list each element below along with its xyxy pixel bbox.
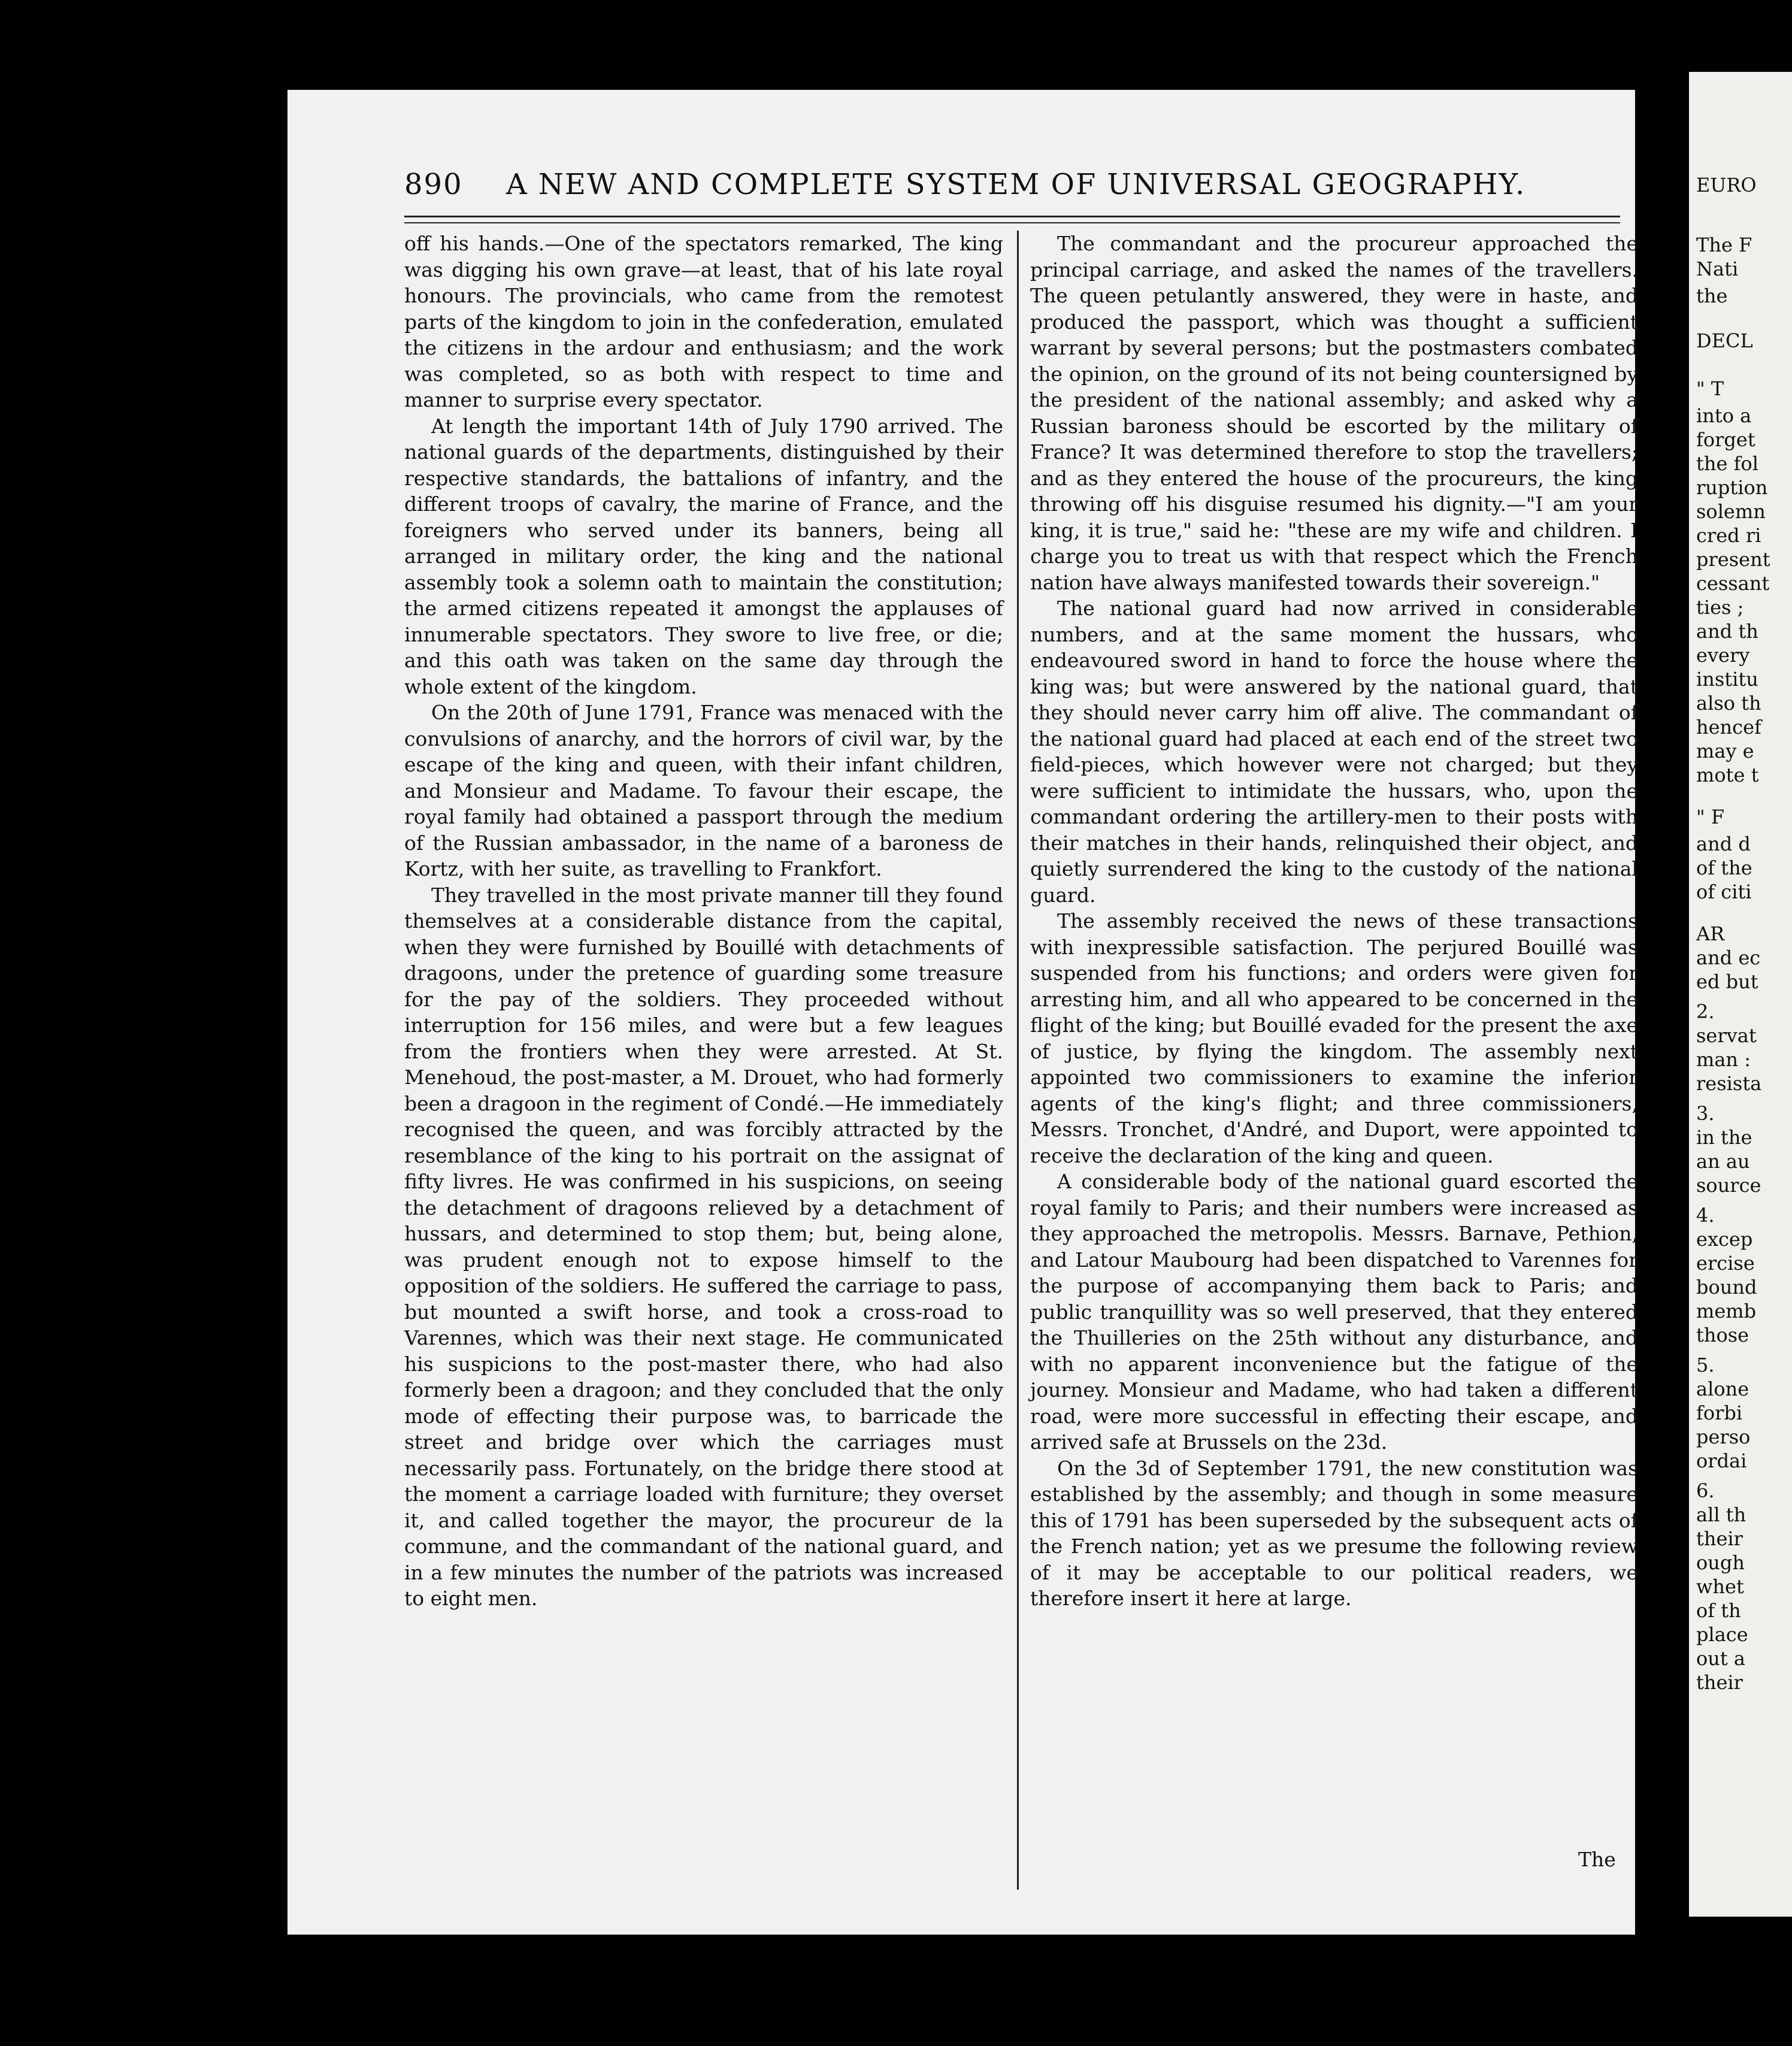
- next-page-line: memb: [1696, 1300, 1757, 1322]
- next-page-line: ties ;: [1696, 596, 1744, 619]
- page-number: 890: [404, 168, 463, 201]
- next-page-line: place: [1696, 1623, 1748, 1646]
- next-page-line: cessant: [1696, 572, 1770, 595]
- next-page-line: ordai: [1696, 1449, 1747, 1472]
- next-page-line: 2.: [1696, 1000, 1715, 1023]
- next-page-line: AR: [1696, 922, 1725, 945]
- next-page-line: EURO: [1696, 174, 1757, 196]
- next-page-line: all th: [1696, 1503, 1746, 1526]
- next-page-line: may e: [1696, 740, 1754, 762]
- next-page-line: their: [1696, 1671, 1743, 1694]
- next-page-line: forbi: [1696, 1402, 1743, 1424]
- next-page-line: cred ri: [1696, 524, 1761, 547]
- next-page-line: 3.: [1696, 1102, 1715, 1125]
- next-page-line: 4.: [1696, 1204, 1715, 1227]
- next-page-line: and d: [1696, 833, 1751, 855]
- next-page-line: resista: [1696, 1072, 1762, 1095]
- next-page-line: solemn: [1696, 500, 1766, 523]
- next-page-fragment: [1689, 72, 1792, 1917]
- next-page-line: perso: [1696, 1425, 1751, 1448]
- next-page-line: " T: [1696, 377, 1724, 400]
- next-page-line: into a: [1696, 404, 1752, 427]
- next-page-line: 5.: [1696, 1354, 1715, 1376]
- next-page-line: ercise: [1696, 1252, 1755, 1275]
- next-page-line: also th: [1696, 692, 1761, 715]
- next-page-line: an au: [1696, 1150, 1750, 1173]
- next-page-line: present: [1696, 548, 1770, 571]
- next-page-line: the fol: [1696, 452, 1758, 475]
- right-column: [1030, 231, 1638, 1612]
- left-column: [404, 231, 1003, 1612]
- next-page-line: Nati: [1696, 258, 1739, 280]
- next-page-line: servat: [1696, 1024, 1757, 1047]
- paragraph: The national guard had now arrived in considerable numbers, and at the same moment the hussars, who endeavoured sword in hand to force the house where the king was; but were answered by the national guard, that they should never carry him off alive. The commandant of the national guard had placed at each end of the street two field-pieces, which however were not charged; but they were sufficient to intimidate the hussars, who, upon the commandant ordering the artillery-men to their posts with their matches in their hands, relinquished their object, and quietly surrendered the king to the custody of the national guard.: [1030, 597, 1638, 907]
- next-page-line: ed but: [1696, 970, 1758, 993]
- paragraph: A considerable body of the national guard escorted the royal family to Paris; and their numbers were increased as they approached the metropolis. Messrs. Barnave, Pethion, and Latour Maubourg had been dispatched to Varennes for the purpose of accompanying them back to Paris; and public tranquillity was so well preserved, that they entered the Thuilleries on the 25th without any disturbance, and with no apparent inconvenience but the fatigue of the journey. Monsieur and Madame, who had taken a different road, were more successful in effecting their escape, and arrived safe at Brussels on the 23d.: [1030, 1170, 1638, 1454]
- next-page-line: their: [1696, 1527, 1743, 1550]
- next-page-line: institu: [1696, 668, 1758, 691]
- next-page-line: hencef: [1696, 716, 1761, 739]
- next-page-line: every: [1696, 644, 1750, 667]
- next-page-line: bound: [1696, 1276, 1757, 1299]
- next-page-line: forget: [1696, 428, 1755, 451]
- catchword: The: [1578, 1848, 1616, 1871]
- next-page-line: whet: [1696, 1575, 1744, 1598]
- next-page-line: DECL: [1696, 329, 1753, 352]
- next-page-line: excep: [1696, 1228, 1753, 1251]
- paragraph: They travelled in the most private manner till they found themselves at a considerable distance from the capital, when they were furnished by Bouillé with detachments of dragoons, under the pretence of guarding some treasure for the pay of the soldiers. They proceeded without interruption for 156 miles, and were but a few leagues from the frontiers when they were arrested. At St. Menehoud, the post-master, a M. Drouet, who had formerly been a dragoon in the regiment of Condé.—He immediately recognised the queen, and was forcibly attracted by the resemblance of the king to his portrait on the assignat of fifty livres. He was confirmed in his suspicions, on seeing the detachment of dragoons relieved by a detachment of hussars, and determined to stop them; but, being alone, was prudent enough not to expose himself to the opposition of the soldiers. He suffered the carriage to pass, but mounted a swift horse, and took a cross-road to Varennes, which was their next stage. He communicated his suspicions to the post-master there, who had also formerly been a dragoon; and they concluded that the only mode of effecting their purpose was, to barricade the street and bridge over which the carriages must necessarily pass. Fortunately, on the bridge there stood at the moment a carriage loaded with furniture; they overset it, and called together the mayor, the procureur de la commune, and the commandant of the national guard, and in a few minutes the number of the patriots was increased to eight men.: [404, 883, 1003, 1610]
- next-page-line: and th: [1696, 620, 1758, 643]
- next-page-line: The F: [1696, 234, 1752, 256]
- next-page-line: of the: [1696, 856, 1752, 879]
- paragraph: On the 20th of June 1791, France was menaced with the convulsions of anarchy, and the horrors of civil war, by the escape of the king and queen, with their infant children, and Monsieur and Madame. To favour their escape, the royal family had obtained a passport through the medium of the Russian ambassador, in the name of a baroness de Kortz, with her suite, as travelling to Frankfort.: [404, 701, 1003, 880]
- next-page-line: and ec: [1696, 946, 1761, 969]
- paragraph: At length the important 14th of July 1790 arrived. The national guards of the departments, distinguished by their respective standards, the battalions of infantry, and the different troops of cavalry, the marine of France, and the foreigners who served under its banners, being all arranged in military order, the king and the national assembly took a solemn oath to maintain the constitution; the armed citizens repeated it amongst the applauses of innumerable spectators. They swore to live free, or die; and this oath was taken on the same day through the whole extent of the kingdom.: [404, 414, 1003, 698]
- paragraph: The assembly received the news of these transactions with inexpressible satisfaction. The perjured Bouillé was suspended from his functions; and orders were given for arresting him, and all who appeared to be concerned in the flight of the king; but Bouillé evaded for the present the axe of justice, by flying the kingdom. The assembly next appointed two commissioners to examine the inferior agents of the king's flight; and three commissioners, Messrs. Tronchet, d'André, and Duport, were appointed to receive the declaration of the king and queen.: [1030, 909, 1638, 1167]
- next-page-line: ruption: [1696, 476, 1768, 499]
- running-header: [404, 168, 1626, 210]
- paragraph: The commandant and the procureur approached the principal carriage, and asked the names of the travellers. The queen petulantly answered, they were in haste, and produced the passport, which was thought a sufficient warrant by several persons; but the postmasters combated the opinion, on the ground of its not being countersigned by the president of the national assembly; and asked why a Russian baroness should be escorted by the military of France? It was determined therefore to stop the travellers; and as they entered the house of the procureurs, the king throwing off his disguise resumed his dignity.—"I am your king, it is true," said he: "these are my wife and children. I charge you to treat us with that respect which the French nation have always manifested towards their sovereign.": [1030, 232, 1638, 594]
- next-page-line: of citi: [1696, 880, 1752, 903]
- header-rule: [404, 216, 1620, 223]
- next-page-line: mote t: [1696, 764, 1759, 786]
- running-title: A NEW AND COMPLETE SYSTEM OF UNIVERSAL GEOGRAPHY.: [506, 168, 1526, 201]
- next-page-line: those: [1696, 1324, 1749, 1346]
- next-page-line: in the: [1696, 1126, 1752, 1149]
- column-divider: [1017, 231, 1019, 1890]
- next-page-line: the: [1696, 284, 1728, 307]
- next-page-line: source: [1696, 1174, 1761, 1197]
- next-page-line: out a: [1696, 1647, 1745, 1670]
- next-page-line: 6.: [1696, 1479, 1715, 1502]
- next-page-line: man :: [1696, 1048, 1751, 1071]
- book-page: [287, 90, 1638, 1935]
- paragraph: off his hands.—One of the spectators remarked, The king was digging his own grave—at least, that of his late royal honours. The provincials, who came from the remotest parts of the kingdom to join in the confederation, emulated the citizens in the ardour and enthusiasm; and the work was completed, so as both with respect to time and manner to surprise every spectator.: [404, 232, 1003, 411]
- next-page-line: " F: [1696, 806, 1725, 828]
- next-page-line: alone: [1696, 1378, 1749, 1400]
- next-page-line: ough: [1696, 1551, 1745, 1574]
- paragraph: On the 3d of September 1791, the new constitution was established by the assembly; and though in some measure this of 1791 has been superseded by the subsequent acts of the French nation; yet as we presume the following review of it may be acceptable to our political readers, we therefore insert it here at large.: [1030, 1456, 1638, 1610]
- next-page-line: of th: [1696, 1599, 1741, 1622]
